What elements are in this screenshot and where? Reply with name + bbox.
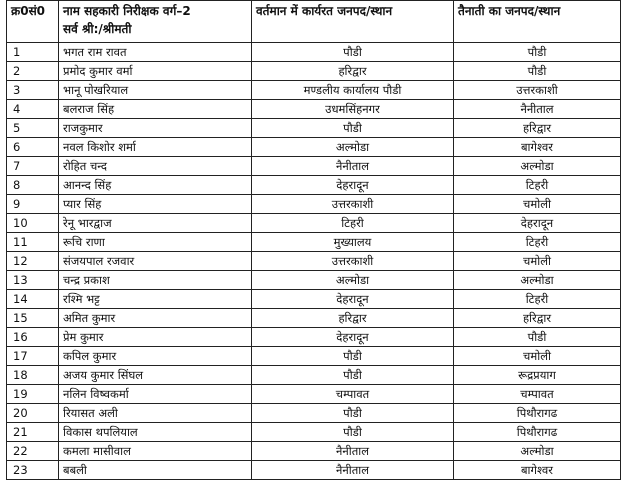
current-district-cell: पौडी — [252, 366, 454, 385]
posting-district-cell: हरिद्वार — [454, 309, 621, 328]
name-cell: रेनू भारद्वाज — [59, 214, 252, 233]
serial-cell: 13 — [7, 271, 59, 290]
serial-cell: 2 — [7, 62, 59, 81]
header-name-line1: नाम सहकारी निरीक्षक वर्ग–2 — [63, 4, 191, 18]
posting-district-cell: टिहरी — [454, 176, 621, 195]
posting-district-cell: चम्पावत — [454, 385, 621, 404]
current-district-cell: पौडी — [252, 347, 454, 366]
name-cell: रोहित चन्द — [59, 157, 252, 176]
serial-cell: 19 — [7, 385, 59, 404]
current-district-cell: मुख्यालय — [252, 233, 454, 252]
serial-cell: 8 — [7, 176, 59, 195]
posting-district-cell: अल्मोडा — [454, 271, 621, 290]
serial-cell: 10 — [7, 214, 59, 233]
posting-district-cell: नैनीताल — [454, 100, 621, 119]
table-row — [7, 119, 621, 138]
posting-district-cell: चमोली — [454, 252, 621, 271]
posting-district-cell: पिथौरागढ — [454, 404, 621, 423]
table-row — [7, 328, 621, 347]
serial-cell: 9 — [7, 195, 59, 214]
header-row — [7, 1, 621, 43]
name-cell: आनन्द सिंह — [59, 176, 252, 195]
posting-district-cell: पौडी — [454, 328, 621, 347]
table-row — [7, 252, 621, 271]
serial-cell: 22 — [7, 442, 59, 461]
posting-district-cell: देहरादून — [454, 214, 621, 233]
table-row — [7, 290, 621, 309]
name-cell: अमित कुमार — [59, 309, 252, 328]
serial-cell: 3 — [7, 81, 59, 100]
name-cell: नलिन विष्वकर्मा — [59, 385, 252, 404]
name-cell: भगत राम रावत — [59, 43, 252, 62]
posting-district-cell: अल्मोडा — [454, 157, 621, 176]
serial-cell: 11 — [7, 233, 59, 252]
posting-district-cell: बागेश्वर — [454, 461, 621, 480]
name-cell: विकास थपलियाल — [59, 423, 252, 442]
header-name — [59, 1, 252, 43]
table-row — [7, 43, 621, 62]
posting-district-cell: पौडी — [454, 43, 621, 62]
posting-district-cell: टिहरी — [454, 233, 621, 252]
name-cell: नवल किशोर शर्मा — [59, 138, 252, 157]
name-cell: बबली — [59, 461, 252, 480]
posting-district-cell: हरिद्वार — [454, 119, 621, 138]
posting-district-cell: चमोली — [454, 347, 621, 366]
header-name-line2: सर्व श्री:/श्रीमती — [63, 22, 132, 36]
current-district-cell: देहरादून — [252, 290, 454, 309]
serial-cell: 21 — [7, 423, 59, 442]
current-district-cell: देहरादून — [252, 176, 454, 195]
table-row — [7, 157, 621, 176]
transfer-table — [6, 0, 621, 480]
posting-district-cell: टिहरी — [454, 290, 621, 309]
table-row — [7, 404, 621, 423]
posting-district-cell: उत्तरकाशी — [454, 81, 621, 100]
table-row — [7, 233, 621, 252]
table-row — [7, 385, 621, 404]
name-cell: कमला मासीवाल — [59, 442, 252, 461]
serial-cell: 14 — [7, 290, 59, 309]
posting-district-cell: रूद्रप्रयाग — [454, 366, 621, 385]
current-district-cell: उत्तरकाशी — [252, 195, 454, 214]
table-row — [7, 195, 621, 214]
name-cell: बलराज सिंह — [59, 100, 252, 119]
table-row — [7, 62, 621, 81]
serial-cell: 5 — [7, 119, 59, 138]
name-cell: रियासत अली — [59, 404, 252, 423]
posting-district-cell: चमोली — [454, 195, 621, 214]
name-cell: संजयपाल रजवार — [59, 252, 252, 271]
current-district-cell: पौडी — [252, 404, 454, 423]
serial-cell: 20 — [7, 404, 59, 423]
current-district-cell: उत्तरकाशी — [252, 252, 454, 271]
name-cell: रूचि राणा — [59, 233, 252, 252]
header-serial: क्र0सं0 — [7, 1, 59, 43]
current-district-cell: नैनीताल — [252, 157, 454, 176]
current-district-cell: चम्पावत — [252, 385, 454, 404]
name-cell: अजय कुमार सिंघल — [59, 366, 252, 385]
table-row — [7, 309, 621, 328]
name-cell: प्यार सिंह — [59, 195, 252, 214]
table-row — [7, 271, 621, 290]
posting-district-cell: बागेश्वर — [454, 138, 621, 157]
current-district-cell: नैनीताल — [252, 442, 454, 461]
current-district-cell: पौडी — [252, 119, 454, 138]
table-row — [7, 176, 621, 195]
posting-district-cell: पिथौरागढ — [454, 423, 621, 442]
current-district-cell: देहरादून — [252, 328, 454, 347]
serial-cell: 7 — [7, 157, 59, 176]
name-cell: प्रेम कुमार — [59, 328, 252, 347]
header-current-district: वर्तमान में कार्यरत जनपद/स्थान — [252, 1, 454, 43]
table-row — [7, 423, 621, 442]
table-row — [7, 347, 621, 366]
name-cell: भानू पोखरियाल — [59, 81, 252, 100]
name-cell: रश्मि भट्ट — [59, 290, 252, 309]
header-posting-district: तैनाती का जनपद/स्थान — [454, 1, 621, 43]
serial-cell: 17 — [7, 347, 59, 366]
name-cell: चन्द्र प्रकाश — [59, 271, 252, 290]
current-district-cell: हरिद्वार — [252, 309, 454, 328]
current-district-cell: पौडी — [252, 43, 454, 62]
table-row — [7, 366, 621, 385]
serial-cell: 6 — [7, 138, 59, 157]
posting-district-cell: पौडी — [454, 62, 621, 81]
current-district-cell: टिहरी — [252, 214, 454, 233]
table-row — [7, 138, 621, 157]
name-cell: प्रमोद कुमार वर्मा — [59, 62, 252, 81]
name-cell: कपिल कुमार — [59, 347, 252, 366]
serial-cell: 23 — [7, 461, 59, 480]
serial-cell: 15 — [7, 309, 59, 328]
table-row — [7, 81, 621, 100]
transfer-list-sheet — [6, 0, 620, 480]
table-row — [7, 214, 621, 233]
current-district-cell: अल्मोडा — [252, 271, 454, 290]
serial-cell: 12 — [7, 252, 59, 271]
current-district-cell: नैनीताल — [252, 461, 454, 480]
table-row — [7, 461, 621, 480]
current-district-cell: मण्डलीय कार्यालय पौडी — [252, 81, 454, 100]
current-district-cell: हरिद्वार — [252, 62, 454, 81]
serial-cell: 1 — [7, 43, 59, 62]
table-row — [7, 442, 621, 461]
current-district-cell: अल्मोडा — [252, 138, 454, 157]
serial-cell: 16 — [7, 328, 59, 347]
serial-cell: 18 — [7, 366, 59, 385]
posting-district-cell: अल्मोडा — [454, 442, 621, 461]
current-district-cell: उधमसिंहनगर — [252, 100, 454, 119]
table-row — [7, 100, 621, 119]
serial-cell: 4 — [7, 100, 59, 119]
current-district-cell: पौडी — [252, 423, 454, 442]
name-cell: राजकुमार — [59, 119, 252, 138]
